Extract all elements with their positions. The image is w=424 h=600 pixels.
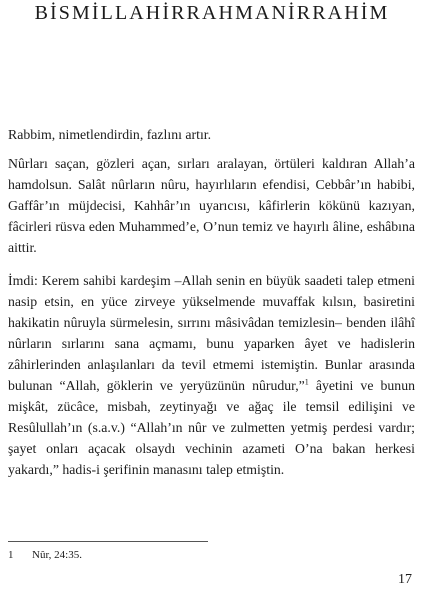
page-number: 17	[398, 572, 412, 587]
paragraph-request	[8, 270, 415, 480]
footnote-text: Nûr, 24:35.	[32, 549, 82, 561]
footnote-number: 1	[8, 549, 14, 561]
footnote-divider	[8, 541, 208, 542]
footnote-reference: 1	[304, 377, 309, 387]
page-title: BİSMİLLAHİRRAHMANİRRAHİM	[34, 2, 390, 24]
paragraph-prayer: Rabbim, nimetlendirdin, fazlını artır.	[8, 127, 212, 142]
paragraph-praise: Nûrları saçan, gözleri açan, sırları aralayan, örtüleri kaldıran Allah’a hamdolsun. Salât nûrların nûru, hayırlıların efendisi, Cebbâr’ın habibi, Gaffâr’ın müjdecisi, Kahhâr’ın uyarıcısı, kâfirlerin kökünü kazıyan, fâcirleri rüsva eden Muhammed’e, O’nun temiz ve hayırlı âline, eshâbına aittir.	[8, 156, 415, 255]
body-text	[8, 124, 415, 492]
footnote	[8, 548, 82, 562]
paragraph-request-text-a: İmdi: Kerem sahibi kardeşim –Allah senin en büyük saadeti talep etmeni nasip etsin, en yüce zirveye yükselmende muvaffak kılsın, basiretini hakikatin nûruyla sürmelesin, sırrını mâsivâdan temizlesin– benden ilâhî nûrların sırlarını sana açmamı, bunu yaparken âyet ve hadislerin zâhirlerinden anlaşılanları da tevil etmemi istemiştin. Bunlar arasında bulunan “Allah, göklerin ve yeryüzünün nûrudur,”	[8, 273, 415, 393]
paragraph-request-text-b: âyetini ve bunun mişkât, zücâce, misbah, zeytinyağı ve ağaç ile temsil edilişini ve Resûlullah’ın (s.a.v.) “Allah’ın nûr ve zulmetten yetmiş perdesi vardır; şayet onları açacak olsaydı vechinin azameti O’na bakan herkesi yakardı,” hadis-i şerifinin manasını talep etmiştin.	[8, 378, 415, 477]
